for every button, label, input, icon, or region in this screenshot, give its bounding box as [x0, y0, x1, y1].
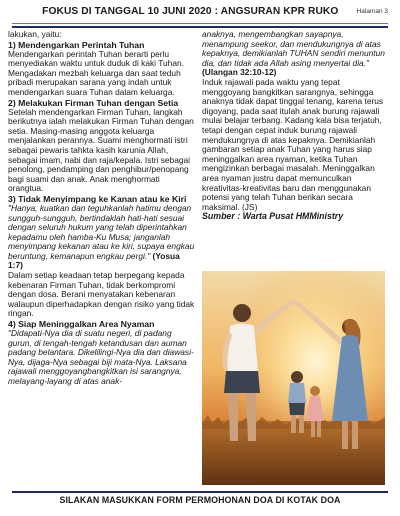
footer-notice: SILAKAN MASUKKAN FORM PERMOHONAN DOA DI KOTAK DOA — [59, 495, 341, 505]
section-3-quote: "Hanya, kuatkan dan teguhkanlah hatimu dengan sungguh-sungguh, bertindaklah hati-hati sesuai dengan seluruh hukum yang telah diperintahkan kepadamu oleh hamba-Ku Musa; janganlah menyimpang kekanan atau ke kiri, supaya engkau beruntung, kemanapun engkau pergi." — [8, 202, 195, 261]
section-4-quote: "Didapati-Nya dia di suatu negeri, di padang gurun, di tengah-tengah ketandusan dan auman padang belantara. Dikelilingi-Nya dia dan diawasi-Nya, dijaga-Nya sebagai biji mata-Nya. Laksana rajawali menggoyangbangkitkan isi sarangnya, melayang-layang di atas anak- — [8, 328, 194, 386]
intro-text: lakukan, yaitu: — [8, 29, 62, 39]
page-number: Halaman 3 — [356, 7, 388, 15]
page-header — [12, 0, 388, 22]
section-4-quote-cont: anaknya, mengembangkan sayapnya, menampung seekor, dan mendukungnya di atas kepaknya, demikianlah TUHAN sendiri menuntun dia, dan tidak ada Allah asing menyertai dia." — [202, 29, 385, 68]
section-3-title: 3) Tidak Menyimpang ke Kanan atau ke Kiri — [8, 193, 187, 204]
section-4-quote-cont-block — [202, 30, 390, 78]
section-2-body: Setelah mendengarkan Firman Tuhan, langkah berikutnya ialah melakukan Firman Tuhan dengan setia. Masing-masing anggota keluarga menjalankan perannya. Suami menghormati istri sebagai pewaris tahkta kasih karunia Allah, sebagai imam, nabi dan raja/kepala. Istri sebagai penolong, pendamping dan penghibur/penopang bagi suami dan anak. Anak menghormati orangtua. — [8, 106, 194, 194]
section-1-title: 1) Mendengarkan Perintah Tuhan — [8, 39, 145, 50]
section-3-body: Dalam setiap keadaan tetap berpegang kepada kebenaran Firman Tuhan, tidak berkompromi dengan dosa. Berani menyatakan kebenaran walaupun diperhadapkan dengan risiko yang tidak ringan. — [8, 270, 195, 319]
family-photo — [202, 271, 385, 485]
footer-rule — [12, 491, 388, 493]
right-column — [202, 30, 390, 222]
header-rule-accent — [12, 26, 388, 28]
left-column — [8, 30, 196, 387]
section-3-reference: (Yosua 1:7) — [8, 250, 180, 271]
section-3-quote-block — [8, 204, 196, 271]
header-rule — [12, 23, 388, 24]
section-4-body: Induk rajawali pada waktu yang tepat menggoyang bangkitkan sarangnya, sehingga anaknya tidak dapat tinggal tenang, karena terus digoyang, pada saat itulah anak burung rajawali mulai belajar terbang. Kadang kala bisa terjatuh, tetapi dengan cepat induk burung rajawali mendukungnya di atas kepaknya. Demikianlah gambaran setiap anak Tuhan yang harus siap meninggalkan area nyaman, ketika Tuhan mengizinkan berbagai masalah. Meninggalkan area nyaman justru dapat memunculkan kreativitas-kreativitas baru dan menggunakan potensi yang telah Tuhan berikan secara maksimal. (JS) — [202, 76, 384, 212]
section-4-reference: (Ulangan 32:10-12) — [202, 67, 277, 78]
section-4-title: 4) Siap Meninggalkan Area Nyaman — [8, 319, 155, 330]
section-2-title: 2) Melakukan Firman Tuhan dengan Setia — [8, 97, 179, 108]
family-sunset-illustration — [202, 271, 385, 485]
source-credit: Sumber : Warta Pusat HMMinistry — [202, 211, 344, 222]
header-title: FOKUS DI TANGGAL 10 JUNI 2020 : ANGSURAN KPR RUKO — [42, 5, 339, 17]
section-1-body: Mendengarkan perintah Tuhan berarti perlu menyediakan waktu untuk duduk di kaki Tuhan. Mengadakan mezbah keluarga dan saat teduh pribadi merupakan sarana yang indah untuk mendengarkan suara Tuhan dalam keluarga. — [8, 48, 184, 97]
